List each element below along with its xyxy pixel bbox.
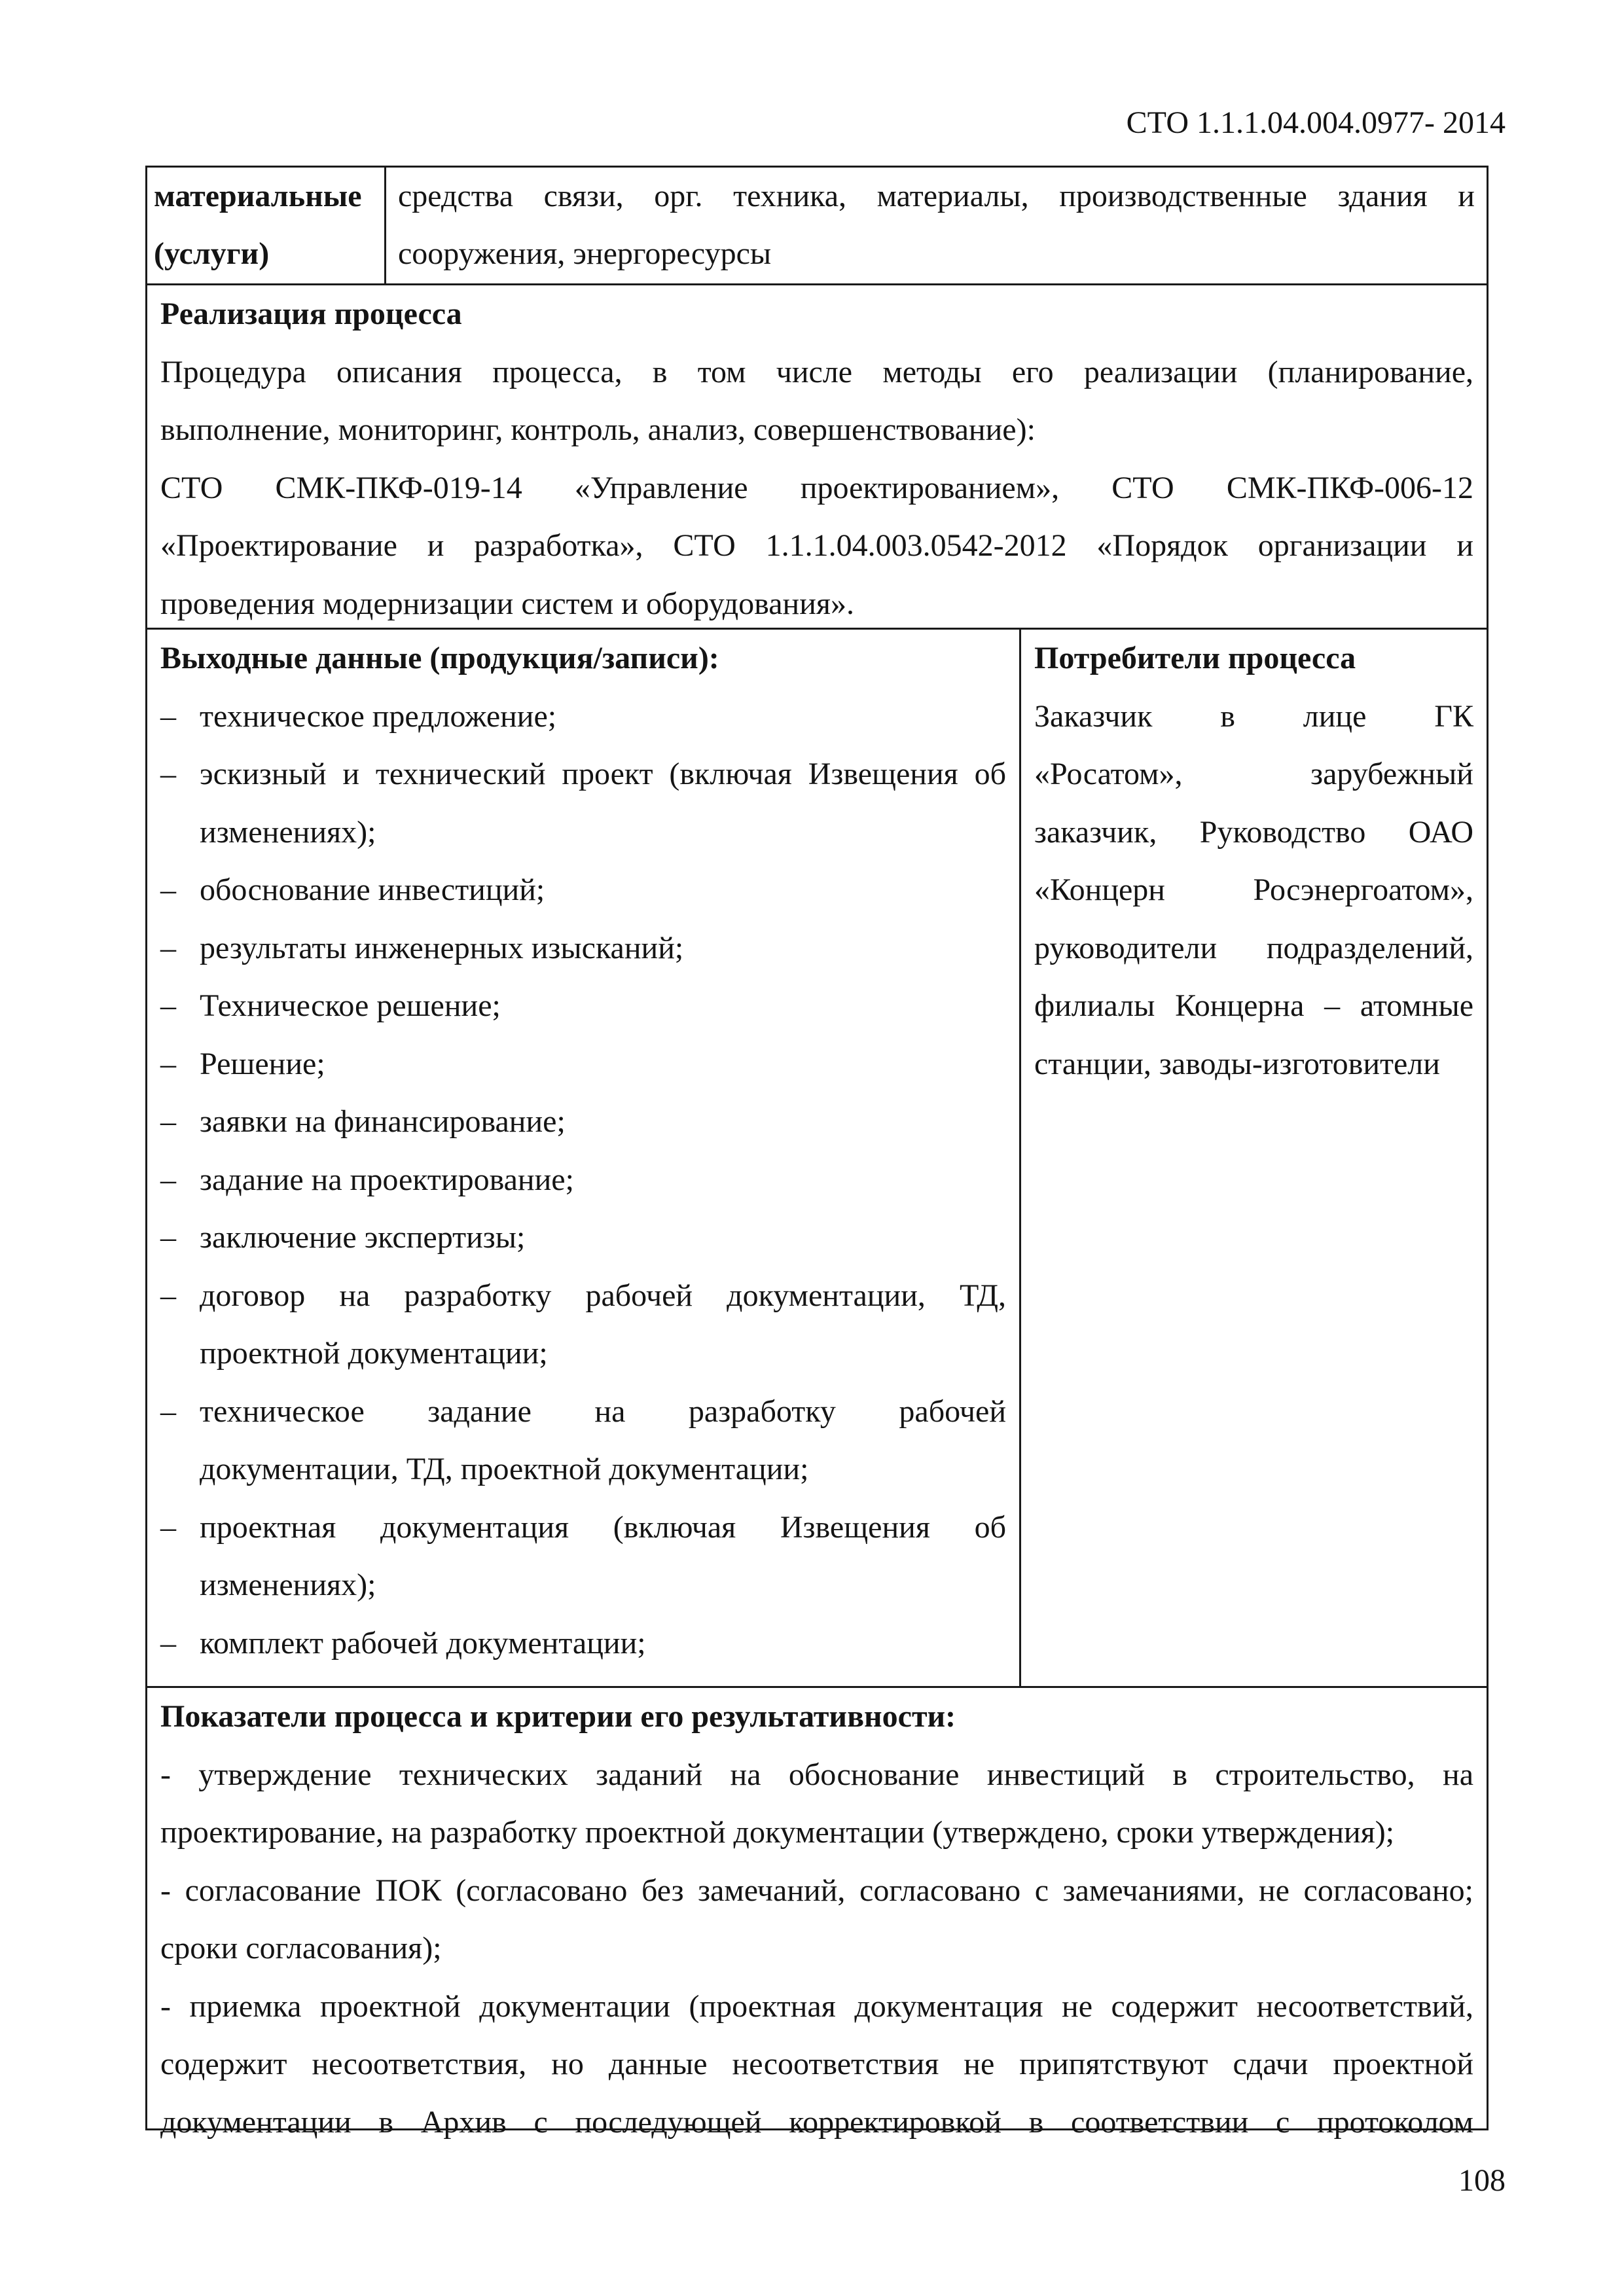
resources-label-cell bbox=[147, 168, 384, 283]
outputs-list bbox=[160, 688, 1006, 1673]
output-item bbox=[160, 745, 1006, 861]
output-item-line: заключение экспертизы; bbox=[200, 1220, 526, 1255]
outputs-cell bbox=[147, 630, 1019, 1686]
outputs-heading: Выходные данные (продукция/записи): bbox=[160, 641, 719, 675]
indicators-line-7: документации в Архив с последующей корректировкой в соответствии с протоколом bbox=[160, 2104, 1473, 2140]
page-number: 108 bbox=[1458, 2163, 1506, 2198]
realization-line-2: выполнение, мониторинг, контроль, анализ, совершенствование): bbox=[160, 412, 1036, 447]
indicators-line-5: - приемка проектной документации (проектная документация не содержит несоответствий, bbox=[160, 1988, 1473, 2024]
realization-line-3: СТО СМК-ПКФ-019-14 «Управление проектированием», СТО СМК-ПКФ-006-12 bbox=[160, 470, 1473, 505]
output-item-line: договор на разработку рабочей документации, ТД, bbox=[200, 1278, 1006, 1313]
resources-label-line-1: материальные bbox=[154, 179, 362, 213]
consumers-line-4: «Концерн Росэнергоатом», bbox=[1034, 872, 1473, 907]
realization-heading: Реализация процесса bbox=[160, 296, 462, 331]
indicators-line-4: сроки согласования); bbox=[160, 1931, 442, 1965]
indicators-line-6: содержит несоответствия, но данные несоответствия не припятствуют сдачи проектной bbox=[160, 2047, 1473, 2081]
consumers-line-2: «Росатом», зарубежный bbox=[1034, 757, 1473, 791]
output-item-line: результаты инженерных изысканий; bbox=[200, 930, 684, 965]
output-item bbox=[160, 1209, 1006, 1267]
dash-bullet: – bbox=[160, 872, 176, 907]
document-code: СТО 1.1.1.04.004.0977- 2014 bbox=[1126, 105, 1506, 140]
realization-row bbox=[147, 283, 1487, 628]
process-table bbox=[145, 166, 1489, 2140]
output-item-line: комплект рабочей документации; bbox=[200, 1625, 646, 1660]
consumers-line-3: заказчик, Руководство ОАО bbox=[1034, 814, 1473, 850]
output-item-line: проектной документации; bbox=[200, 1336, 548, 1371]
indicators-line-3: - согласование ПОК (согласовано без замечаний, согласовано с замечаниями, не согласовано; bbox=[160, 1873, 1473, 1908]
dash-bullet: – bbox=[160, 1046, 176, 1081]
output-item-line: изменениях); bbox=[200, 814, 376, 850]
resources-label-line-2: (услуги) bbox=[154, 236, 270, 271]
dash-bullet: – bbox=[160, 698, 176, 734]
output-item-line: задание на проектирование; bbox=[200, 1162, 574, 1197]
consumers-line-7: станции, заводы-изготовители bbox=[1034, 1046, 1440, 1081]
output-item-line: Техническое решение; bbox=[200, 988, 501, 1023]
outputs-consumers-row bbox=[147, 628, 1487, 1686]
indicators-line-1: - утверждение технических заданий на обоснование инвестиций в строительство, на bbox=[160, 1757, 1473, 1792]
indicators-heading: Показатели процесса и критерии его результативности: bbox=[160, 1699, 956, 1734]
dash-bullet: – bbox=[160, 1393, 176, 1429]
consumers-cell bbox=[1019, 630, 1487, 1686]
indicators-cell bbox=[147, 1688, 1487, 2140]
output-item bbox=[160, 1499, 1006, 1615]
realization-cell bbox=[147, 285, 1487, 628]
output-item-line: изменениях); bbox=[200, 1568, 376, 1602]
consumers-line-6: филиалы Концерна – атомные bbox=[1034, 988, 1473, 1023]
output-item bbox=[160, 1267, 1006, 1383]
output-item-line: Решение; bbox=[200, 1046, 325, 1081]
realization-line-5: проведения модернизации систем и оборудования». bbox=[160, 586, 854, 621]
output-item-line: проектная документация (включая Извещения об bbox=[200, 1509, 1006, 1545]
output-item-line: заявки на финансирование; bbox=[200, 1104, 566, 1139]
output-item bbox=[160, 1151, 1006, 1210]
output-item-line: техническое предложение; bbox=[200, 698, 557, 734]
dash-bullet: – bbox=[160, 1220, 176, 1255]
realization-line-4: «Проектирование и разработка», СТО 1.1.1.04.003.0542-2012 «Порядок организации и bbox=[160, 528, 1473, 563]
output-item bbox=[160, 688, 1006, 746]
dash-bullet: – bbox=[160, 1625, 176, 1660]
output-item bbox=[160, 1383, 1006, 1499]
dash-bullet: – bbox=[160, 930, 176, 965]
output-item-line: техническое задание на разработку рабочей bbox=[200, 1393, 1006, 1429]
output-item bbox=[160, 861, 1006, 920]
output-item bbox=[160, 1093, 1006, 1151]
resources-text-cell bbox=[384, 168, 1487, 283]
output-item-line: обоснование инвестиций; bbox=[200, 872, 545, 907]
consumers-line-5: руководители подразделений, bbox=[1034, 930, 1473, 965]
resources-text-line-2: сооружения, энергоресурсы bbox=[398, 236, 772, 271]
indicators-row bbox=[147, 1686, 1487, 2140]
dash-bullet: – bbox=[160, 757, 176, 791]
consumers-heading: Потребители процесса bbox=[1034, 641, 1356, 675]
consumers-line-1: Заказчик в лице ГК bbox=[1034, 698, 1473, 734]
dash-bullet: – bbox=[160, 1509, 176, 1545]
indicators-line-2: проектирование, на разработку проектной документации (утверждено, сроки утверждения); bbox=[160, 1815, 1395, 1850]
dash-bullet: – bbox=[160, 1104, 176, 1139]
output-item bbox=[160, 1615, 1006, 1673]
output-item bbox=[160, 920, 1006, 978]
dash-bullet: – bbox=[160, 988, 176, 1023]
output-item-line: документации, ТД, проектной документации; bbox=[200, 1452, 809, 1486]
output-item-line: эскизный и технический проект (включая Извещения об bbox=[200, 757, 1006, 791]
realization-line-1: Процедура описания процесса, в том числе методы его реализации (планирование, bbox=[160, 354, 1473, 389]
output-item bbox=[160, 977, 1006, 1035]
resources-row bbox=[147, 168, 1487, 283]
resources-text-line-1: средства связи, орг. техника, материалы, производственные здания и bbox=[398, 179, 1475, 213]
output-item bbox=[160, 1035, 1006, 1094]
dash-bullet: – bbox=[160, 1278, 176, 1313]
dash-bullet: – bbox=[160, 1162, 176, 1197]
